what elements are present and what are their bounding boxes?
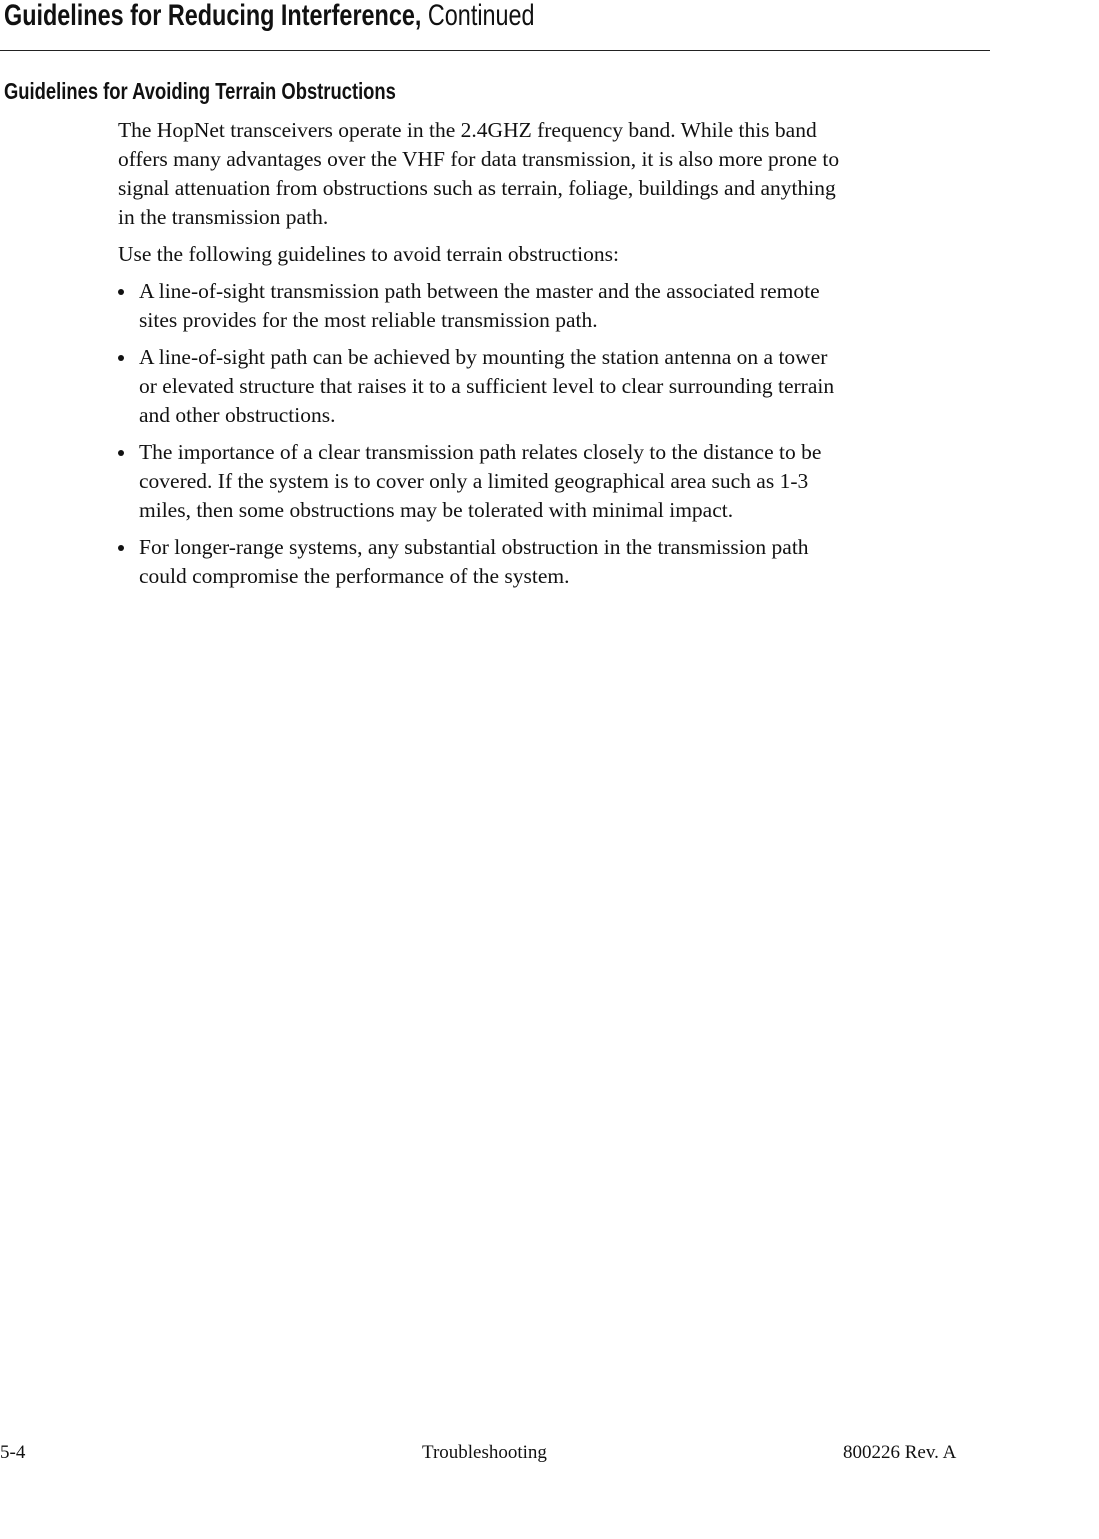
list-item-line: A line-of-sight path can be achieved by mounting the station antenna on a tower	[139, 345, 828, 369]
footer-page-number: 5-4	[0, 1442, 26, 1463]
bullet-icon	[118, 450, 124, 456]
bullet-icon	[118, 289, 124, 295]
list-item-line: covered. If the system is to cover only a limited geographical area such as 1-3	[139, 469, 809, 493]
intro-line: signal attenuation from obstructions such as terrain, foliage, buildings and anything	[118, 176, 836, 200]
page-title	[4, 0, 535, 34]
footer-doc-revision: 800226 Rev. A	[843, 1442, 957, 1463]
list-item-line: A line-of-sight transmission path between the master and the associated remote	[139, 279, 820, 303]
list-item	[118, 343, 988, 430]
bullet-icon	[118, 355, 124, 361]
page-title-continued: Continued	[427, 0, 535, 32]
page-title-main: Guidelines for Reducing Interference,	[4, 0, 422, 32]
guidelines-lead: Use the following guidelines to avoid terrain obstructions:	[118, 242, 619, 266]
intro-paragraph	[118, 116, 988, 232]
list-item	[118, 438, 988, 525]
list-item-line: or elevated structure that raises it to a sufficient level to clear surrounding terrain	[139, 374, 835, 398]
guidelines-list	[118, 277, 988, 591]
intro-line: The HopNet transceivers operate in the 2.4GHZ frequency band. While this band	[118, 118, 817, 142]
footer-chapter: Troubleshooting	[422, 1442, 547, 1463]
list-item-line: could compromise the performance of the system.	[139, 564, 570, 588]
intro-line: offers many advantages over the VHF for data transmission, it is also more prone to	[118, 147, 840, 171]
list-item	[118, 533, 988, 591]
list-item-line: For longer-range systems, any substantial obstruction in the transmission path	[139, 535, 809, 559]
list-item-line: and other obstructions.	[139, 403, 336, 427]
bullet-icon	[118, 545, 124, 551]
list-item-line: The importance of a clear transmission path relates closely to the distance to be	[139, 440, 822, 464]
title-divider	[0, 50, 990, 51]
section-body	[118, 116, 988, 599]
section-heading: Guidelines for Avoiding Terrain Obstructions	[4, 78, 396, 104]
list-item-line: miles, then some obstructions may be tolerated with minimal impact.	[139, 498, 734, 522]
list-item	[118, 277, 988, 335]
intro-line: in the transmission path.	[118, 205, 329, 229]
list-item-line: sites provides for the most reliable transmission path.	[139, 308, 598, 332]
